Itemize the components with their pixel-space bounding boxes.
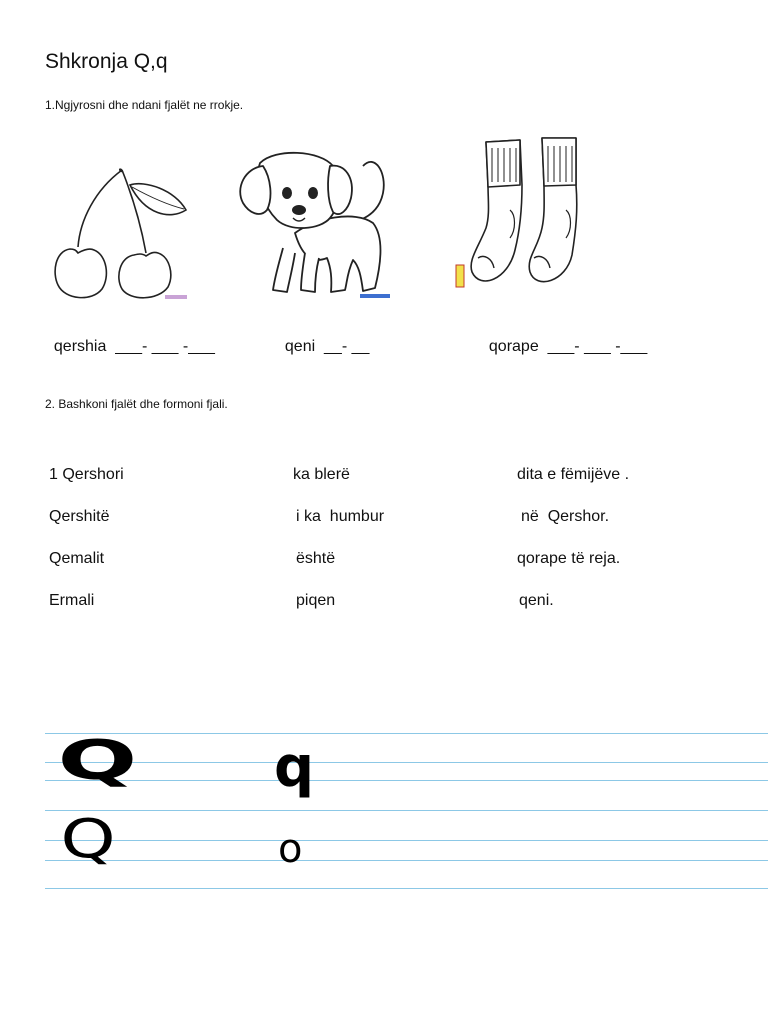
svg-text:q: q <box>274 748 315 800</box>
exercise-1-instruction: 1.Ngjyrosni dhe ndani fjalët ne rrokje. <box>45 98 244 112</box>
guide-line <box>45 840 768 841</box>
page-title: Shkronja Q,q <box>45 50 168 73</box>
exercise-2-instruction: 2. Bashkoni fjalët dhe formoni fjali. <box>45 397 228 411</box>
column-1-item: Qershitë <box>49 508 110 525</box>
syllable-blanks[interactable]: ___- ___ -___ <box>547 338 648 355</box>
letter-Q-outline <box>58 808 148 868</box>
column-2-item: është <box>296 550 336 567</box>
column-2-item: ka blerë <box>293 466 350 483</box>
svg-text:o: o <box>278 826 303 866</box>
svg-text:Q: Q <box>60 808 116 868</box>
column-1-item: 1 Qershori <box>49 466 124 483</box>
guide-line <box>45 888 768 889</box>
letter-q-bold <box>270 748 320 818</box>
socks-picture <box>450 130 625 305</box>
column-2-item: piqen <box>296 592 336 609</box>
word-qershia: qershia ___- ___ -___ <box>53 338 215 355</box>
syllable-blanks[interactable]: __- __ <box>324 338 370 355</box>
column-3-item: qorape të reja. <box>517 550 621 567</box>
guide-line <box>45 810 768 811</box>
column-2-item: i ka humbur <box>296 508 385 525</box>
word-qorape: qorape ___- ___ -___ <box>488 338 648 355</box>
guide-line <box>45 860 768 861</box>
syllable-blanks[interactable]: ___- ___ -___ <box>115 338 215 355</box>
svg-text:Q: Q <box>57 729 138 792</box>
letter-q-partial <box>276 826 326 866</box>
column-3-item: në Qershor. <box>521 508 610 525</box>
column-3-item: qeni. <box>519 592 554 609</box>
letter-Q-bold <box>55 722 155 792</box>
word-qeni: qeni __- __ <box>284 338 370 355</box>
puppy-picture <box>235 148 395 303</box>
cherries-picture <box>50 165 195 305</box>
column-3-item: dita e fëmijëve . <box>517 466 630 483</box>
column-1-item: Qemalit <box>49 550 105 567</box>
column-1-item: Ermali <box>49 592 95 609</box>
